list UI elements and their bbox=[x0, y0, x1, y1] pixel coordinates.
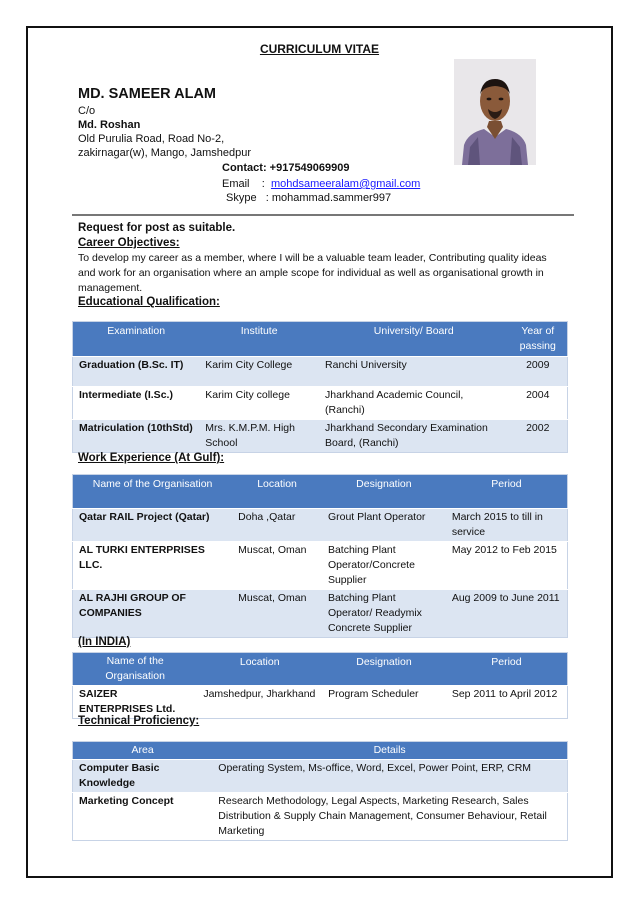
technical-heading: Technical Proficiency: bbox=[78, 715, 200, 727]
cell: Program Scheduler bbox=[322, 686, 446, 719]
cell: March 2015 to till in service bbox=[446, 509, 568, 542]
table-row bbox=[73, 760, 568, 793]
table-row bbox=[73, 793, 568, 841]
col-organisation: Name of the Organisation bbox=[73, 475, 233, 509]
education-header-row bbox=[73, 322, 568, 357]
table-row bbox=[73, 686, 568, 719]
cv-title: CURRICULUM VITAE bbox=[259, 42, 380, 56]
cell: Research Methodology, Legal Aspects, Marketing Research, Sales Distribution & Supply Chain Management, Consumer Behaviour, Retail Marketing bbox=[212, 793, 567, 841]
col-area: Area bbox=[73, 742, 213, 760]
address-line-2: zakirnagar(w), Mango, Jamshedpur bbox=[78, 147, 252, 159]
col-designation: Designation bbox=[322, 653, 446, 686]
col-examination: Examination bbox=[73, 322, 200, 357]
career-heading: Career Objectives: bbox=[78, 237, 180, 249]
table-row bbox=[73, 357, 568, 387]
cell: Qatar RAIL Project (Qatar) bbox=[73, 509, 233, 542]
email-row bbox=[222, 178, 420, 190]
col-details: Details bbox=[212, 742, 567, 760]
cell: Intermediate (I.Sc.) bbox=[73, 387, 200, 420]
col-university: University/ Board bbox=[319, 322, 509, 357]
care-of: C/o bbox=[78, 105, 96, 117]
cell: SAIZER ENTERPRISES Ltd. bbox=[73, 686, 198, 719]
india-heading: (In INDIA) bbox=[78, 636, 131, 648]
profile-photo bbox=[454, 59, 536, 165]
cell: Muscat, Oman bbox=[232, 590, 322, 638]
table-row bbox=[73, 387, 568, 420]
cell: Jamshedpur, Jharkhand bbox=[197, 686, 322, 719]
contact-number: Contact: +917549069909 bbox=[222, 162, 350, 174]
cell: Grout Plant Operator bbox=[322, 509, 446, 542]
career-text: To develop my career as a member, where I will be a valuable team leader, Contributing quality ideas and work for an organisation where an ample scope for individual as well as organisational growth in management. bbox=[78, 252, 547, 294]
request-line: Request for post as suitable. bbox=[78, 222, 236, 234]
cv-page bbox=[26, 26, 613, 878]
col-organisation: Name of the Organisation bbox=[73, 653, 198, 686]
col-location: Location bbox=[232, 475, 322, 509]
cell: Jharkhand Secondary Examination Board, (Ranchi) bbox=[319, 420, 509, 453]
cell: Sep 2011 to April 2012 bbox=[446, 686, 568, 719]
cell: Operating System, Ms-office, Word, Excel, Power Point, ERP, CRM bbox=[212, 760, 567, 793]
table-row bbox=[73, 420, 568, 453]
education-table bbox=[72, 321, 568, 453]
col-year: Year of passing bbox=[509, 322, 568, 357]
cell: Batching Plant Operator/Concrete Supplier bbox=[322, 542, 446, 590]
cell: Computer Basic Knowledge bbox=[73, 760, 213, 793]
cell: Batching Plant Operator/ Readymix Concrete Supplier bbox=[322, 590, 446, 638]
gulf-table bbox=[72, 474, 568, 638]
india-table bbox=[72, 652, 568, 719]
email-label: Email bbox=[222, 178, 250, 190]
col-location: Location bbox=[197, 653, 322, 686]
cell: Marketing Concept bbox=[73, 793, 213, 841]
cell: Ranchi University bbox=[319, 357, 509, 387]
col-designation: Designation bbox=[322, 475, 446, 509]
technical-header-row bbox=[73, 742, 568, 760]
cell: Karim City College bbox=[199, 357, 319, 387]
cell: Aug 2009 to June 2011 bbox=[446, 590, 568, 638]
skype-row bbox=[226, 192, 391, 204]
gulf-heading: Work Experience (At Gulf): bbox=[78, 452, 225, 464]
cell: 2009 bbox=[509, 357, 568, 387]
email-separator: : bbox=[261, 178, 265, 190]
col-period: Period bbox=[446, 653, 568, 686]
cell: Matriculation (10thStd) bbox=[73, 420, 200, 453]
table-row bbox=[73, 509, 568, 542]
skype-label: Skype bbox=[226, 192, 257, 204]
cell: Jharkhand Academic Council,(Ranchi) bbox=[319, 387, 509, 420]
education-heading: Educational Qualification: bbox=[78, 296, 220, 308]
col-period: Period bbox=[446, 475, 568, 509]
address-line-1: Old Purulia Road, Road No-2, bbox=[78, 133, 225, 145]
col-institute: Institute bbox=[199, 322, 319, 357]
cell: Mrs. K.M.P.M. High School bbox=[199, 420, 319, 453]
cell: 2004 bbox=[509, 387, 568, 420]
cell: Karim City college bbox=[199, 387, 319, 420]
cell: Muscat, Oman bbox=[232, 542, 322, 590]
care-of-name: Md. Roshan bbox=[78, 119, 141, 131]
table-row bbox=[73, 590, 568, 638]
cell: Graduation (B.Sc. IT) bbox=[73, 357, 200, 387]
cell: May 2012 to Feb 2015 bbox=[446, 542, 568, 590]
email-link[interactable]: mohdsameeralam@gmail.com bbox=[270, 178, 421, 190]
cell: 2002 bbox=[509, 420, 568, 453]
india-header-row bbox=[73, 653, 568, 686]
gulf-header-row bbox=[73, 475, 568, 509]
technical-table bbox=[72, 741, 568, 841]
cell: AL TURKI ENTERPRISES LLC. bbox=[73, 542, 233, 590]
divider bbox=[72, 214, 574, 216]
cell: AL RAJHI GROUP OF COMPANIES bbox=[73, 590, 233, 638]
table-row bbox=[73, 542, 568, 590]
candidate-name: MD. SAMEER ALAM bbox=[78, 86, 217, 102]
skype-id: : mohammad.sammer997 bbox=[265, 192, 392, 204]
cell: Doha ,Qatar bbox=[232, 509, 322, 542]
